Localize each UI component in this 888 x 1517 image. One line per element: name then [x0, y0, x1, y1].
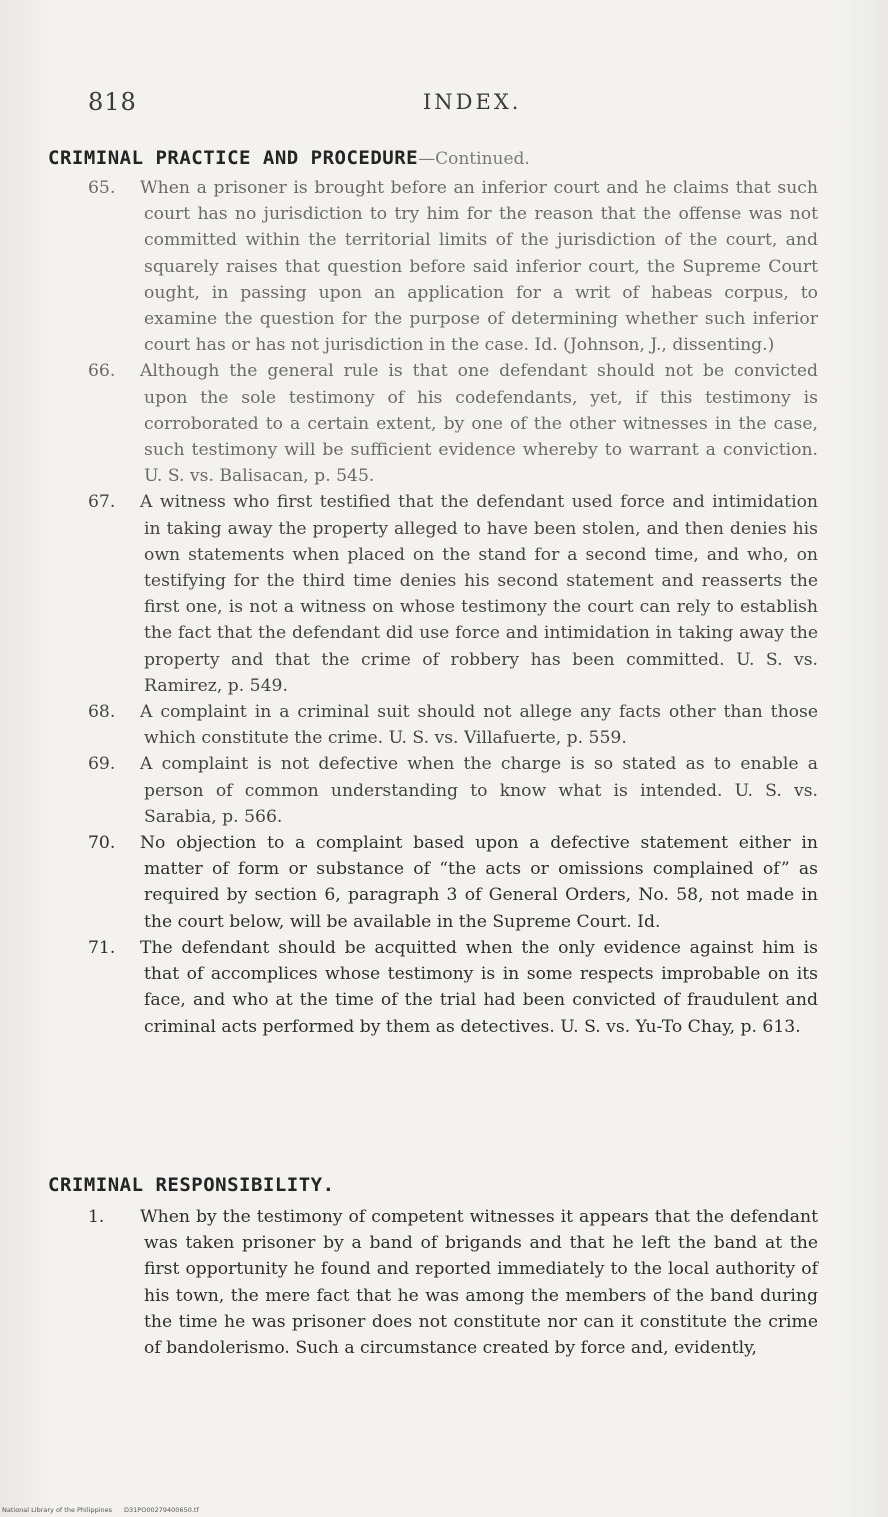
index-entry [48, 699, 818, 751]
running-head: INDEX. [423, 90, 522, 114]
index-entry [48, 358, 818, 489]
index-entry [48, 175, 818, 358]
section-criminal-responsibility [48, 1174, 818, 1361]
entry-text: Although the general rule is that one defendant should not be convicted upon the sole testimony of his codefendants, yet, if this testimony is corroborated to a certain extent, by one of the other witnesses in the case, such testimony will be sufficient evidence whereby to warrant a conviction. U. S. vs. Balisacan, p. 545. [140, 361, 818, 487]
section-heading-text: CRIMINAL PRACTICE AND PROCEDURE [48, 147, 419, 169]
entry-number: 71. [88, 937, 116, 958]
section-heading [48, 147, 818, 169]
entry-number: 65. [88, 178, 116, 198]
continued-label: —Continued. [418, 149, 530, 169]
page-header [88, 88, 808, 122]
section-heading [48, 1174, 818, 1196]
entry-text: When a prisoner is brought before an inferior court and he claims that such court has no jurisdiction to try him for the reason that the offense was not committed within the territorial limits of the jurisdiction of the court, and squarely raises that question before said inferior court, the Supreme Court ought, in passing upon an application for a writ of habeas corpus, to examine the question for the purpose of determining whether such inferior court has or has not jurisdiction in the case. Id. (Johnson, J., dissenting.) [140, 178, 818, 356]
page-number: 818 [88, 88, 137, 116]
entry-text: When by the testimony of competent witnesses it appears that the defendant was taken prisoner by a band of brigands and that he left the band at the first opportunity he found and reported immediately to the local authority of his town, the mere fact that he was among the members of the band during the time he was prisoner does not constitute nor can it constitute the crime of bandolerismo. Such a circumstance created by force and, evidently, [140, 1207, 818, 1359]
index-entry [48, 1204, 818, 1361]
index-entry [48, 830, 818, 935]
index-entry [48, 751, 818, 830]
library-credit: National Library of the Philippines [2, 1506, 113, 1514]
section-criminal-practice [48, 147, 818, 1040]
entry-text: A complaint in a criminal suit should not allege any facts other than those which constitute the crime. U. S. vs. Villafuerte, p. 559. [140, 702, 818, 749]
entry-text: A complaint is not defective when the charge is so stated as to enable a person of common understanding to know what is intended. U. S. vs. Sarabia, p. 566. [140, 754, 818, 827]
entry-number: 70. [88, 833, 116, 854]
section-heading-text: CRIMINAL RESPONSIBILITY. [48, 1174, 335, 1196]
entry-number: 1. [88, 1207, 105, 1227]
entry-text: A witness who first testified that the defendant used force and intimidation in taking away the property alleged to have been stolen, and then denies his own statements when placed on the stand for a second time, and who, on testifying for the third time denies his second statement and reasserts the first one, is not a witness on whose testimony the court can rely to establish the fact that the defendant did use force and intimidation in taking away the property and that the crime of robbery has been committed. U. S. vs. Ramirez, p. 549. [140, 492, 818, 696]
scan-footer [2, 1506, 199, 1514]
entry-text: No objection to a complaint based upon a defective statement either in matter of form or substance of “the acts or omissions complained of” as required by section 6, paragraph 3 of General Orders, No. 58, not made in the court below, will be available in the Supreme Court. Id. [140, 833, 818, 932]
entry-text: The defendant should be acquitted when the only evidence against him is that of accomplices whose testimony is in some respects improbable on its face, and who at the time of the trial had been convicted of fraudulent and criminal acts performed by them as detectives. U. S. vs. Yu-To Chay, p. 613. [140, 937, 818, 1037]
index-entry [48, 489, 818, 699]
index-entry [48, 935, 818, 1040]
scan-identifier: D31PO00279400650.tf [124, 1506, 199, 1514]
entry-number: 68. [88, 702, 116, 723]
entry-number: 69. [88, 754, 116, 775]
entry-number: 67. [88, 492, 116, 513]
entry-number: 66. [88, 361, 116, 382]
